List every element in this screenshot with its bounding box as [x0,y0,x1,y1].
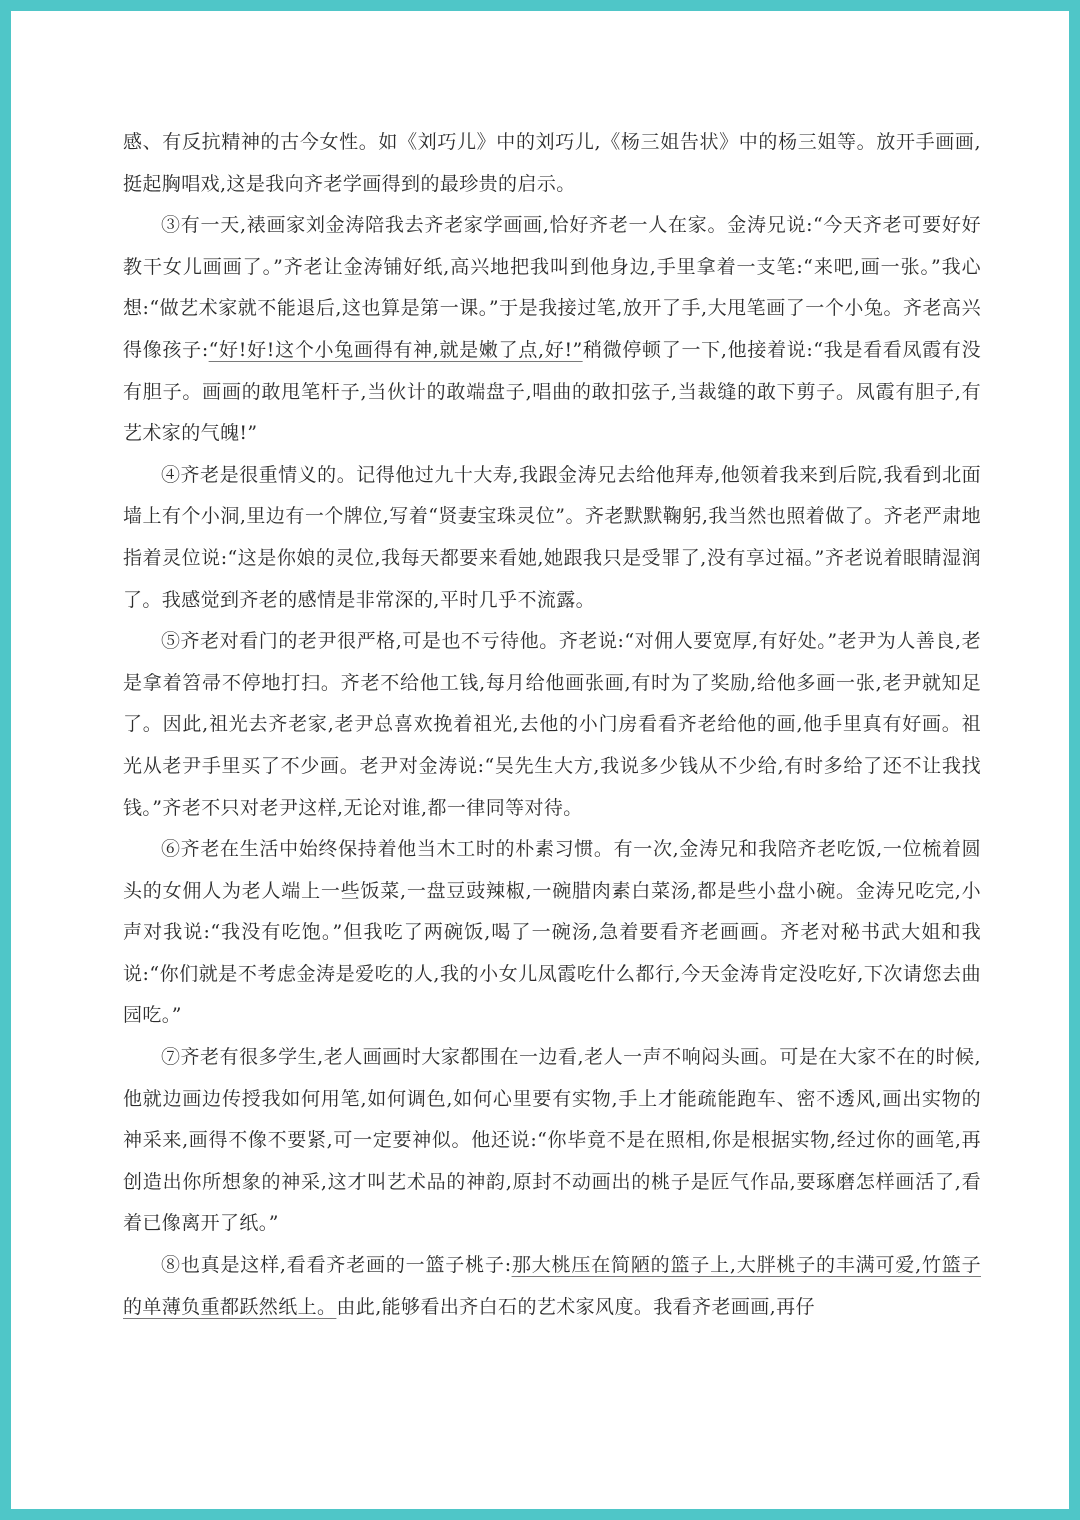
paragraph-text: ⑤齐老对看门的老尹很严格,可是也不亏待他。齐老说:“对佣人要宽厚,有好处。”老尹为人善良,老是拿着笤帚不停地打扫。齐老不给他工钱,每月给他画张画,有时为了奖励,给他多画一张,老尹就知足了。因此,祖光去齐老家,老尹总喜欢挽着祖光,去他的小门房看看齐老给他的画,他手里真有好画。祖光从老尹手里买了不少画。老尹对金涛说:“吴先生大方,我说多少钱从不少给,有时多给了还不让我找钱。”齐老不只对老尹这样,无论对谁,都一律同等对待。 [123,630,981,819]
paragraph-text: 稍微停顿了一下,他接着说:“我是看看凤霞有没有胆子。画画的敢甩笔杆子,当伙计的敢端盘子,唱曲的敢扣弦子,当裁缝的敢下剪子。凤霞有胆子,有艺术家的气魄!” [123,338,981,445]
paragraph-5 [123,621,981,829]
paragraph-4 [123,455,981,621]
paragraph-7 [123,1037,981,1245]
paragraph-6 [123,829,981,1037]
underlined-sentence: 那大桃压在简陋的篮子上,大胖桃子的丰满可爱,竹篮子的单薄负重都跃然纸上。 [123,1254,981,1318]
paragraph-text: ④齐老是很重情义的。记得他过九十大寿,我跟金涛兄去给他拜寿,他领着我来到后院,我看到北面墙上有个小洞,里边有一个牌位,写着“贤妻宝珠灵位”。齐老默默鞠躬,我当然也照着做了。齐老严肃地指着灵位说:“这是你娘的灵位,我每天都要来看她,她跟我只是受罪了,没有享过福。”齐老说着眼睛湿润了。我感觉到齐老的感情是非常深的,平时几乎不流露。 [123,463,981,611]
paragraph-continuation [123,122,981,205]
paragraph-text: 感、有反抗精神的古今女性。如《刘巧儿》中的刘巧儿,《杨三姐告状》中的杨三姐等。放开手画画,挺起胸唱戏,这是我向齐老学画得到的最珍贵的启示。 [123,131,981,195]
paragraph-text: ⑧也真是这样,看看齐老画的一篮子桃子: [161,1254,512,1277]
paragraph-text: ③有一天,裱画家刘金涛陪我去齐老家学画画,恰好齐老一人在家。金涛兄说:“今天齐老可要好好教干女儿画画了。”齐老让金涛铺好纸,高兴地把我叫到他身边,手里拿着一支笔:“来吧,画一张。”我心想:“做艺术家就不能退后,这也算是第一课。”于是我接过笔,放开了手,大甩笔画了一个小兔。齐老高兴得像孩子: [123,214,981,361]
underlined-sentence: “好!好!这个小兔画得有神,就是嫩了点,好!” [208,338,583,361]
paragraph-text: ⑦齐老有很多学生,老人画画时大家都围在一边看,老人一声不响闷头画。可是在大家不在的时候,他就边画边传授我如何用笔,如何调色,如何心里要有实物,手上才能疏能跑车、密不透风,画出实物的神采来,画得不像不要紧,可一定要神似。他还说:“你毕竟不是在照相,你是根据实物,经过你的画笔,再创造出你所想象的神采,这才叫艺术品的神韵,原封不动画出的桃子是匠气作品,要琢磨怎样画活了,看着已像离开了纸。” [123,1046,981,1235]
paragraph-3 [123,205,981,455]
paragraph-text: ⑥齐老在生活中始终保持着他当木工时的朴素习惯。有一次,金涛兄和我陪齐老吃饭,一位梳着圆头的女佣人为老人端上一些饭菜,一盘豆豉辣椒,一碗腊肉素白菜汤,都是些小盘小碗。金涛兄吃完,小声对我说:“我没有吃饱。”但我吃了两碗饭,喝了一碗汤,急着要看齐老画画。齐老对秘书武大姐和我说:“你们就是不考虑金涛是爱吃的人,我的小女儿凤霞吃什么都行,今天金涛肯定没吃好,下次请您去曲园吃。” [123,838,981,1027]
document-body [123,122,981,1328]
paragraph-text: 由此,能够看出齐白石的艺术家风度。我看齐老画画,再仔 [336,1295,815,1318]
paragraph-8 [123,1245,981,1328]
